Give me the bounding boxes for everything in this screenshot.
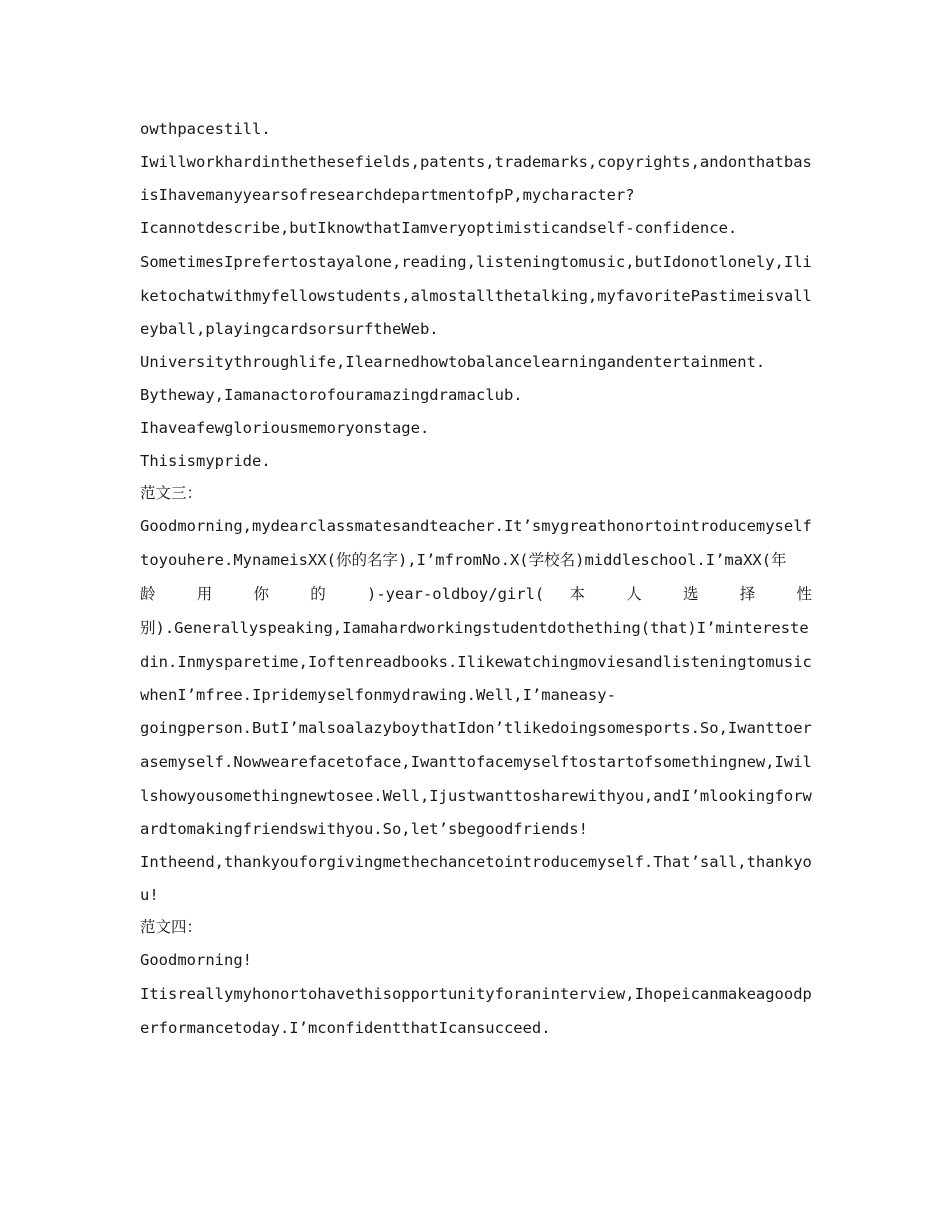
text-line: erformancetoday.I’mconfidentthatIcansucceed. — [140, 1019, 551, 1037]
text-line: eyball,playingcardsorsurftheWeb. — [140, 320, 439, 338]
text-line: whenI’mfree.Ipridemyselfonmydrawing.Well,I’maneasy- — [140, 686, 616, 704]
text-line: Ihaveafewgloriousmemoryonstage. — [140, 419, 430, 437]
text-line: 别).Generallyspeaking,Iamahardworkingstudentdothething(that)I’mintereste — [140, 619, 809, 637]
text-line: lshowyousomethingnewtosee.Well,Ijustwanttosharewithyou,andI’mlookingforw — [140, 787, 812, 805]
text-line: Bytheway,Iamanactorofouramazingdramaclub. — [140, 386, 523, 404]
text-line: Itisreallymyhonortohavethisopportunityforaninterview,Ihopeicanmakeagoodp — [140, 985, 812, 1003]
text-line: Thisismypride. — [140, 452, 271, 470]
text-line: ardtomakingfriendswithyou.So,let’sbegoodfriends! — [140, 820, 588, 838]
text-line: Icannotdescribe,butIknowthatIamveryoptimisticandself-confidence. — [140, 219, 738, 237]
text-line: Goodmorning,mydearclassmatesandteacher.It’smygreathonortointroducemyself — [140, 517, 812, 535]
text-line: asemyself.Nowwearefacetoface,Iwanttofacemyselftostartofsomethingnew,Iwil — [140, 753, 812, 771]
text-line: goingperson.ButI’malsoalazyboythatIdon’tlikedoingsomesports.So,Iwanttoer — [140, 719, 812, 737]
text-line: 龄 用 你 的 )-year-oldboy/girl( 本 人 选 择 性 — [140, 585, 812, 603]
text-line: Universitythroughlife,Ilearnedhowtobalancelearningandentertainment. — [140, 353, 766, 371]
text-line: owthpacestill. — [140, 120, 271, 138]
text-line: Iwillworkhardinthethesefields,patents,trademarks,copyrights,andonthatbas — [140, 153, 812, 171]
text-line: SometimesIprefertostayalone,reading,listeningtomusic,butIdonotlonely,Ili — [140, 253, 812, 271]
text-line: u! — [140, 886, 159, 904]
text-line: toyouhere.MynameisXX(你的名字),I’mfromNo.X(学校名)middleschool.I’maXX(年 — [140, 551, 787, 569]
section-heading: 范文四： — [140, 918, 203, 936]
text-line: Goodmorning! — [140, 951, 252, 969]
document-body — [140, 113, 812, 1045]
text-line: Intheend,thankyouforgivingmethechancetointroducemyself.That’sall,thankyo — [140, 853, 812, 871]
text-line: ketochatwithmyfellowstudents,almostallthetalking,myfavoritePastimeisvall — [140, 287, 812, 305]
text-line: isIhavemanyyearsofresearchdepartmentofpP,mycharacter? — [140, 186, 635, 204]
section-heading: 范文三： — [140, 484, 203, 502]
text-line: din.Inmysparetime,Ioftenreadbooks.Ilikewatchingmoviesandlisteningtomusic — [140, 653, 812, 671]
